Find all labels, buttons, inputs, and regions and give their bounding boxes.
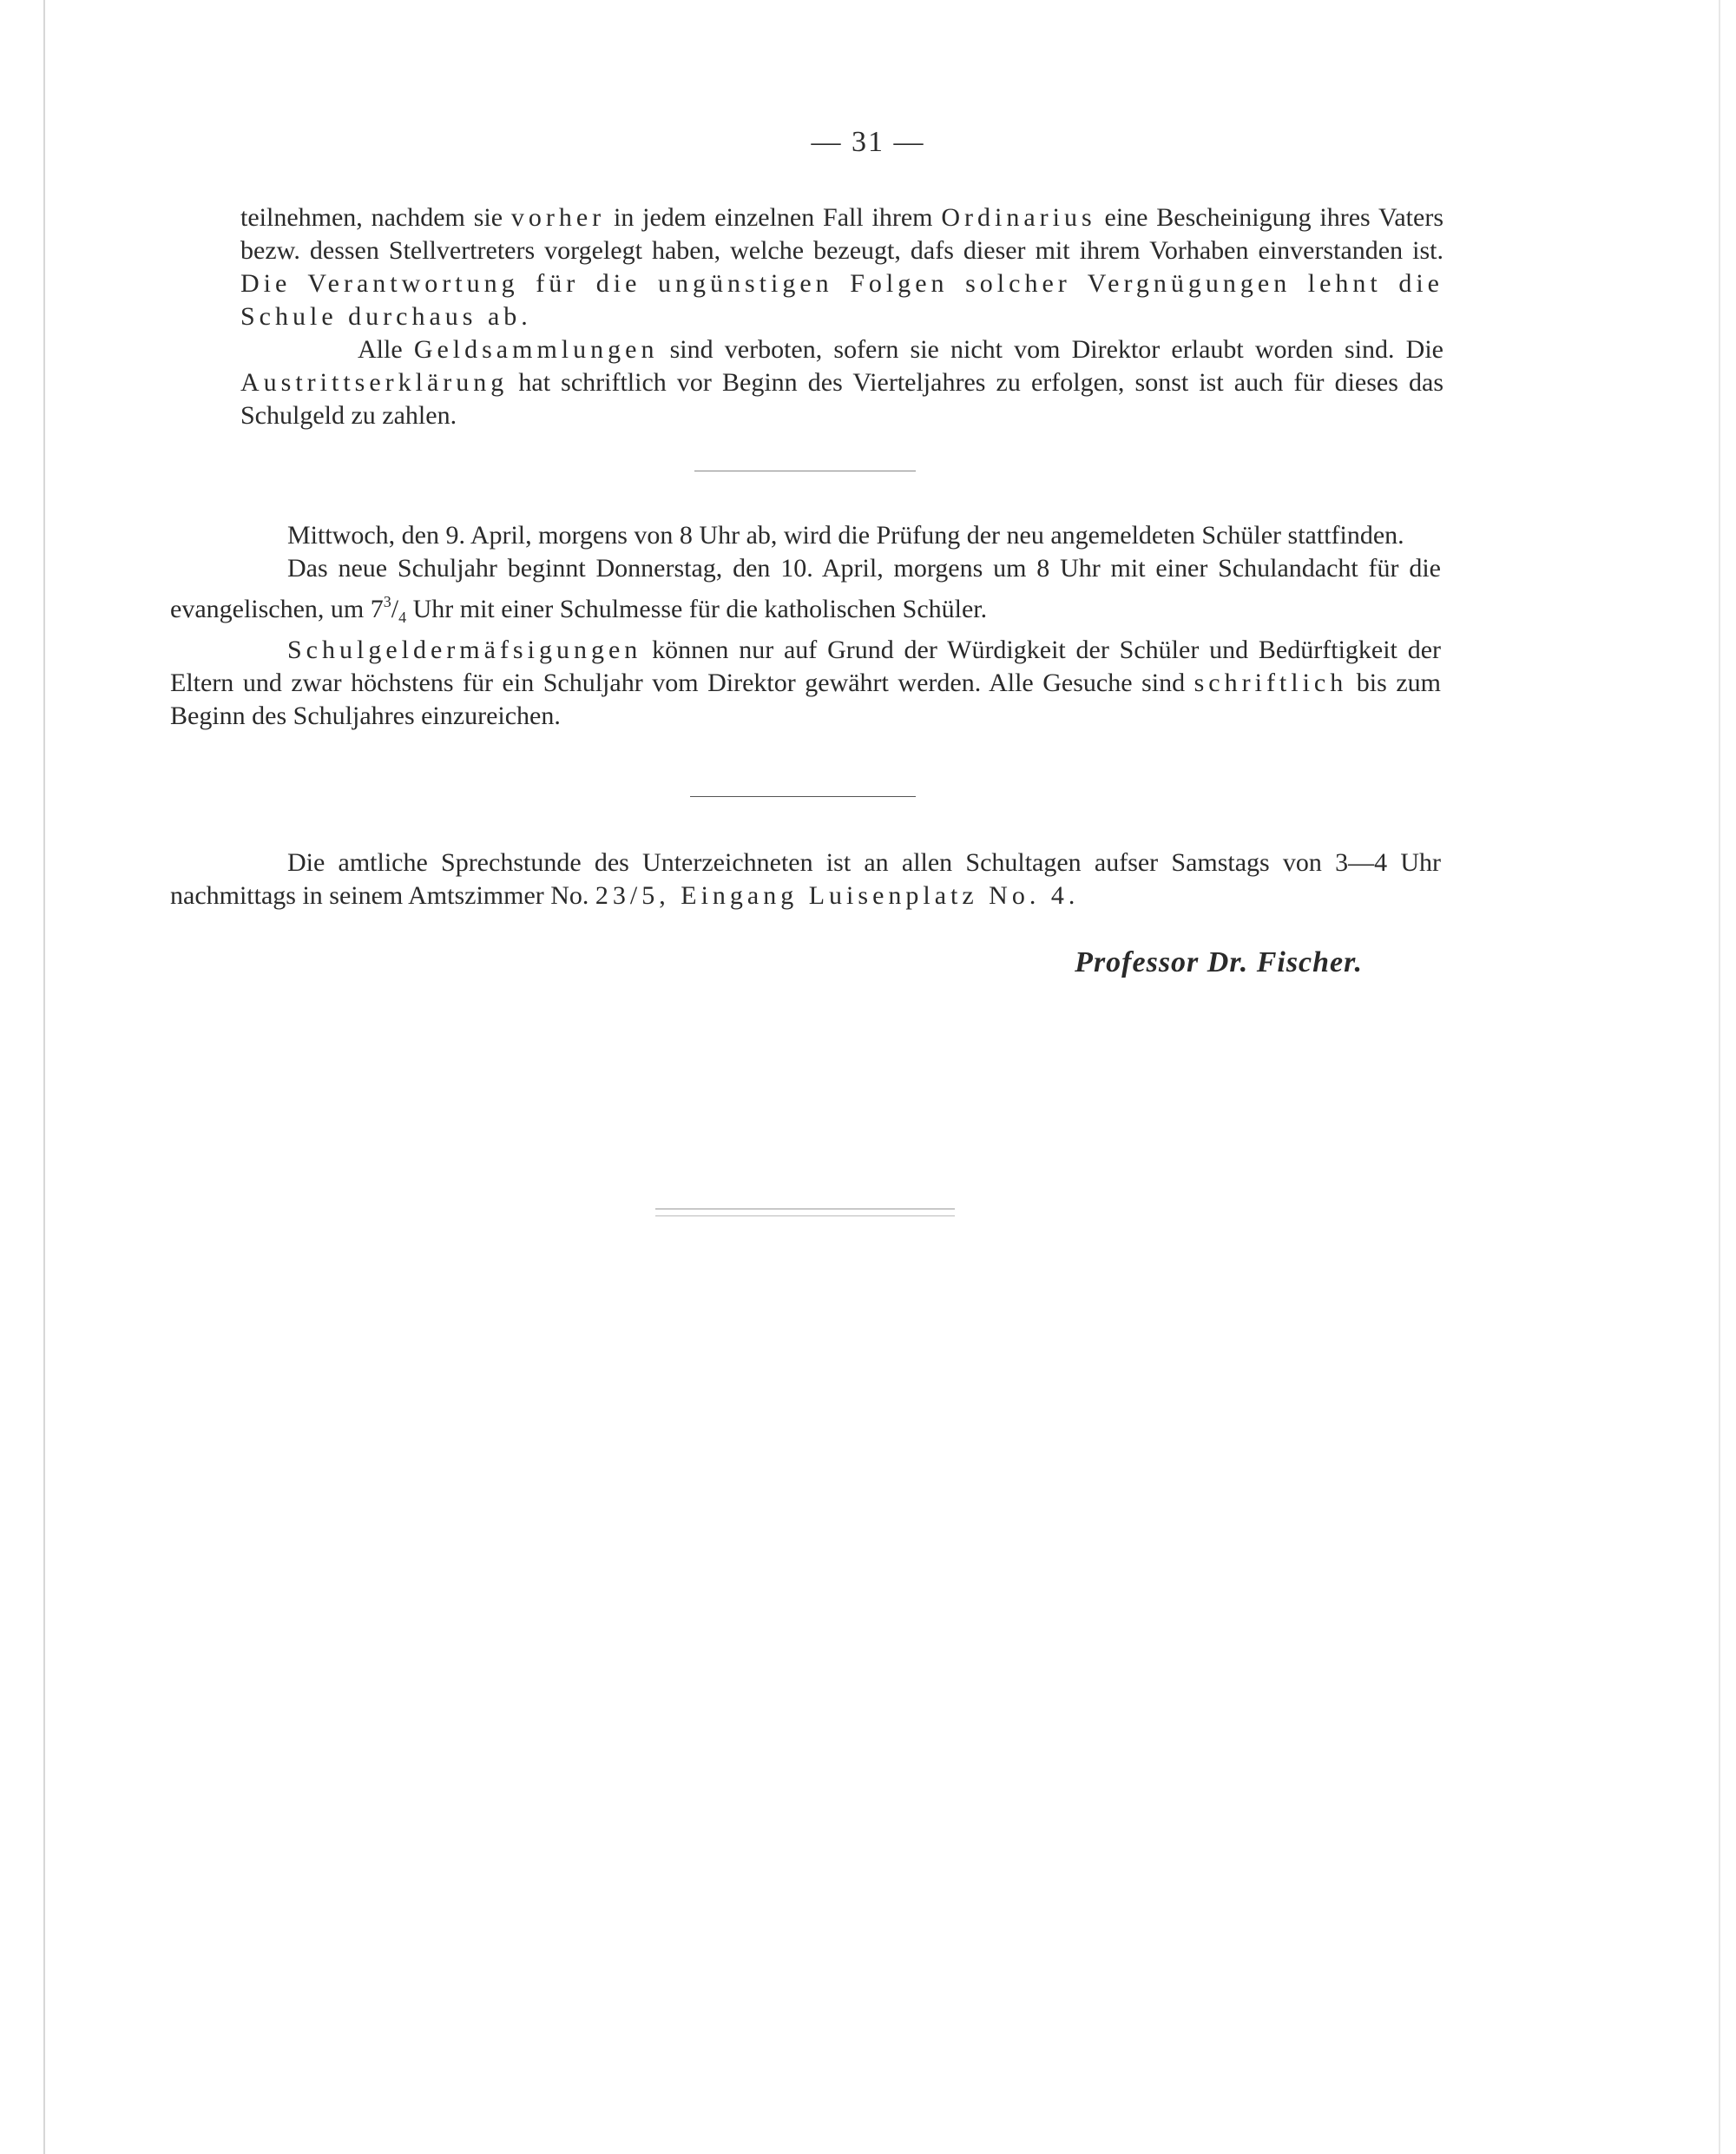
emphasis-text: Ordinarius [941,203,1096,232]
text-run: Die amtliche Sprechstunde des Unterzeichneten ist an allen Schultagen aufser Samstags von 3—4 Uhr nachmittags in seinem Amtszimmer No. [170,848,1441,910]
emphasis-text: Schulgeldermäfsigungen [287,636,642,664]
text-run: in jedem einzelnen Fall ihrem [605,203,942,232]
paragraph-school-year-start [170,552,1441,634]
text-run: eine Bescheinigung ihres Vaters bezw. dessen Stellvertreters vorgelegt haben, welche bezeugt, dafs dieser mit ihrem Vorhaben einverstanden ist. [240,203,1443,265]
paragraph-collections [240,333,1443,432]
fraction-denominator: 4 [398,609,407,626]
paragraph-office-hours [170,846,1441,912]
section-divider [690,796,916,797]
emphasis-text: Geldsammlungen [413,335,659,364]
text-run: Das neue Schuljahr beginnt Donnerstag, den 10. April, morgens um 8 Uhr mit einer Schulandacht für die evangelischen, um 7 [170,554,1441,623]
school-year-section [170,519,1441,733]
fraction-numerator: 3 [383,593,391,610]
emphasis-text: schriftlich [1194,669,1348,697]
paragraph-examination: Mittwoch, den 9. April, morgens von 8 Uhr ab, wird die Prüfung der neu angemeldeten Schüler stattfinden. [287,521,1404,550]
end-rule [655,1215,955,1216]
paragraph-permission [240,201,1443,333]
emphasis-text: 23/5, Eingang Luisenplatz No. 4. [595,881,1080,910]
office-hours-section [170,846,1441,912]
text-run: sind verboten, sofern sie nicht vom Direktor erlaubt worden sind. Die [658,335,1443,364]
text-run: Uhr mit einer Schulmesse für die katholischen Schüler. [406,595,988,623]
page-binding-edge [43,0,45,2154]
emphasis-text: Die Verantwortung für die ungünstigen Folgen solcher Vergnügungen lehnt die Schule durchaus ab. [240,269,1443,331]
text-run: teilnehmen, nachdem sie [240,203,511,232]
page-number: — 31 — [811,126,925,158]
emphasis-text: vorher [510,203,606,232]
text-run: bis zum Beginn des Schuljahres einzureichen. [170,669,1441,730]
text-run: Alle [358,335,414,364]
fraction-slash: / [391,595,399,623]
text-run: hat schriftlich vor Beginn des Vierteljahres zu erfolgen, sonst ist auch für dieses das Schulgeld zu zahlen. [240,368,1443,430]
text-run: können nur auf Grund der Würdigkeit der Schüler und Bedürftigkeit der Eltern und zwar höchstens für ein Schuljahr vom Direktor gewährt werden. Alle Gesuche sind [170,636,1441,697]
page-right-edge [1719,0,1720,2154]
emphasis-text: Austrittserklärung [240,368,509,397]
paragraph-fee-reductions [170,634,1441,733]
rules-section [240,201,1443,432]
signature: Professor Dr. Fischer. [1075,946,1363,978]
